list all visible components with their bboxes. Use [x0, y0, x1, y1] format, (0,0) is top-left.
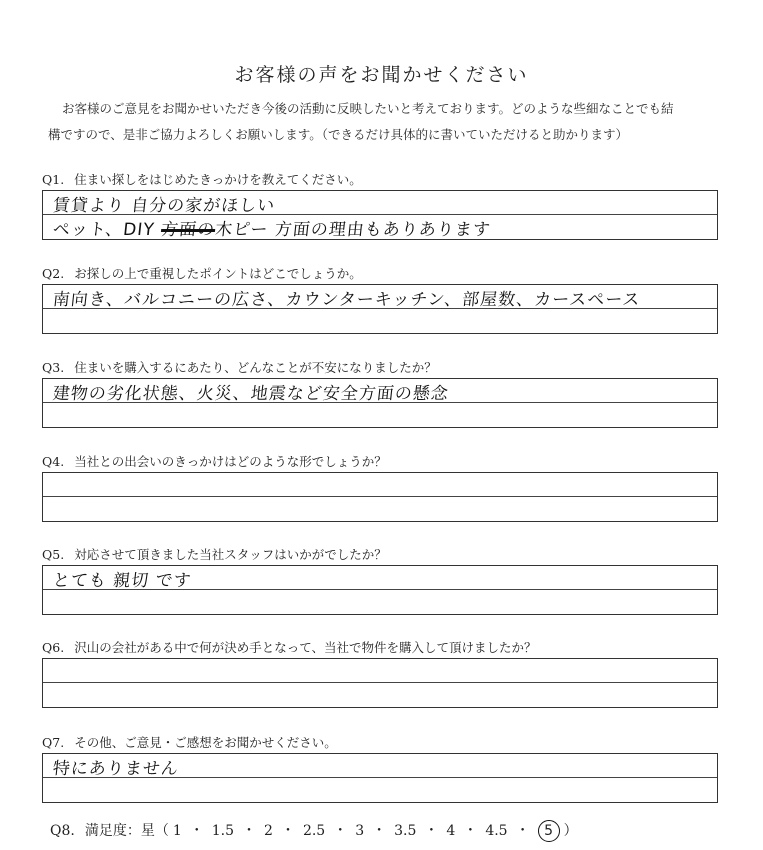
question-1 [42, 170, 718, 240]
question-text: その他、ご意見・ご感想をお聞かせください。 [74, 735, 337, 750]
question-text: 住まいを購入するにあたり、どんなことが不安になりましたか？ [74, 360, 437, 375]
separator-dot: ・ [242, 823, 257, 839]
question-8-satisfaction [50, 820, 578, 842]
question-number: Q1. [42, 172, 65, 187]
intro-line-2: 構ですので、是非ご協力よろしくお願いします。（できるだけ具体的に書いていただけると助かります） [48, 127, 629, 142]
question-label [42, 264, 718, 284]
answer-box[interactable] [42, 658, 718, 708]
question-text: 対応させて頂きました当社スタッフはいかがでしたか？ [74, 547, 387, 562]
question-label [42, 452, 718, 472]
question-4 [42, 452, 718, 522]
separator-dot: ・ [189, 823, 204, 839]
rating-option[interactable]: 1 [172, 823, 182, 839]
question-number: Q4. [42, 454, 65, 469]
intro-line-1: お客様のご意見をお聞かせいただき今後の活動に反映したいと考えております。どのような些細なことでも結 [62, 101, 674, 116]
separator-dot: ・ [463, 823, 478, 839]
question-text: 当社との出会いのきっかけはどのような形でしょうか？ [74, 454, 387, 469]
question-number: Q2. [42, 266, 65, 281]
rating-scale [169, 823, 564, 839]
answer-line-1: 南向き、バルコニーの広さ、カウンターキッチン、部屋数、カースペース [51, 290, 642, 310]
answer-box[interactable] [42, 472, 718, 522]
answer-line-1: 建物の劣化状態、火災、地震など安全方面の懸念 [51, 384, 450, 404]
rating-option[interactable]: 3.5 [394, 823, 417, 839]
question-text: 住まい探しをはじめたきっかけを教えてください。 [74, 172, 362, 187]
question-7 [42, 733, 718, 803]
page-title: お客様の声をお聞かせください [234, 64, 529, 86]
rating-option[interactable]: 2.5 [302, 823, 326, 839]
rating-option-selected[interactable]: 5 [538, 820, 560, 842]
question-2 [42, 264, 718, 334]
separator-dot: ・ [372, 823, 387, 839]
answer-box[interactable] [42, 190, 718, 240]
question-number: Q8. [50, 823, 75, 839]
question-3 [42, 358, 718, 428]
question-6 [42, 638, 718, 708]
question-number: Q7. [42, 735, 65, 750]
answer-divider [43, 496, 717, 497]
answer-line-2 [52, 215, 493, 240]
question-label [42, 358, 718, 378]
satisfaction-label: 満足度：星（ [84, 823, 169, 839]
answer-text-b: 木ピー 方面の理由もありあります [214, 220, 492, 240]
answer-box[interactable] [42, 753, 718, 803]
answer-divider [43, 682, 717, 683]
answer-line-1: とても 親切 です [51, 571, 193, 591]
question-text: 沢山の会社がある中で何が決め手となって、当社で物件を購入して頂けましたか？ [74, 640, 537, 655]
rating-option[interactable]: 4.5 [485, 823, 508, 839]
answer-line-1: 賃貸より 自分の家がほしい [51, 196, 277, 216]
separator-dot: ・ [424, 823, 439, 839]
answer-line-1: 特にありません [51, 759, 180, 779]
scale-close: ） [563, 823, 578, 839]
question-label [42, 545, 718, 565]
rating-option[interactable]: 3 [355, 823, 365, 839]
answer-box[interactable] [42, 565, 718, 615]
struck-text: 方面の [160, 220, 217, 240]
intro-text [48, 96, 728, 148]
answer-box[interactable] [42, 378, 718, 428]
question-number: Q6. [42, 640, 65, 655]
rating-option[interactable]: 4 [446, 823, 456, 839]
question-label [42, 638, 718, 658]
question-label [42, 170, 718, 190]
question-5 [42, 545, 718, 615]
question-number: Q3. [42, 360, 65, 375]
question-label [42, 733, 718, 753]
question-number: Q5. [42, 547, 65, 562]
rating-option[interactable]: 2 [264, 823, 273, 839]
separator-dot: ・ [333, 823, 348, 839]
question-text: お探しの上で重視したポイントはどこでしょうか。 [74, 266, 362, 281]
rating-option[interactable]: 1.5 [211, 823, 235, 839]
separator-dot: ・ [515, 823, 530, 839]
separator-dot: ・ [280, 823, 295, 839]
answer-box[interactable] [42, 284, 718, 334]
answer-text-a: ペット、DIY [51, 220, 163, 240]
